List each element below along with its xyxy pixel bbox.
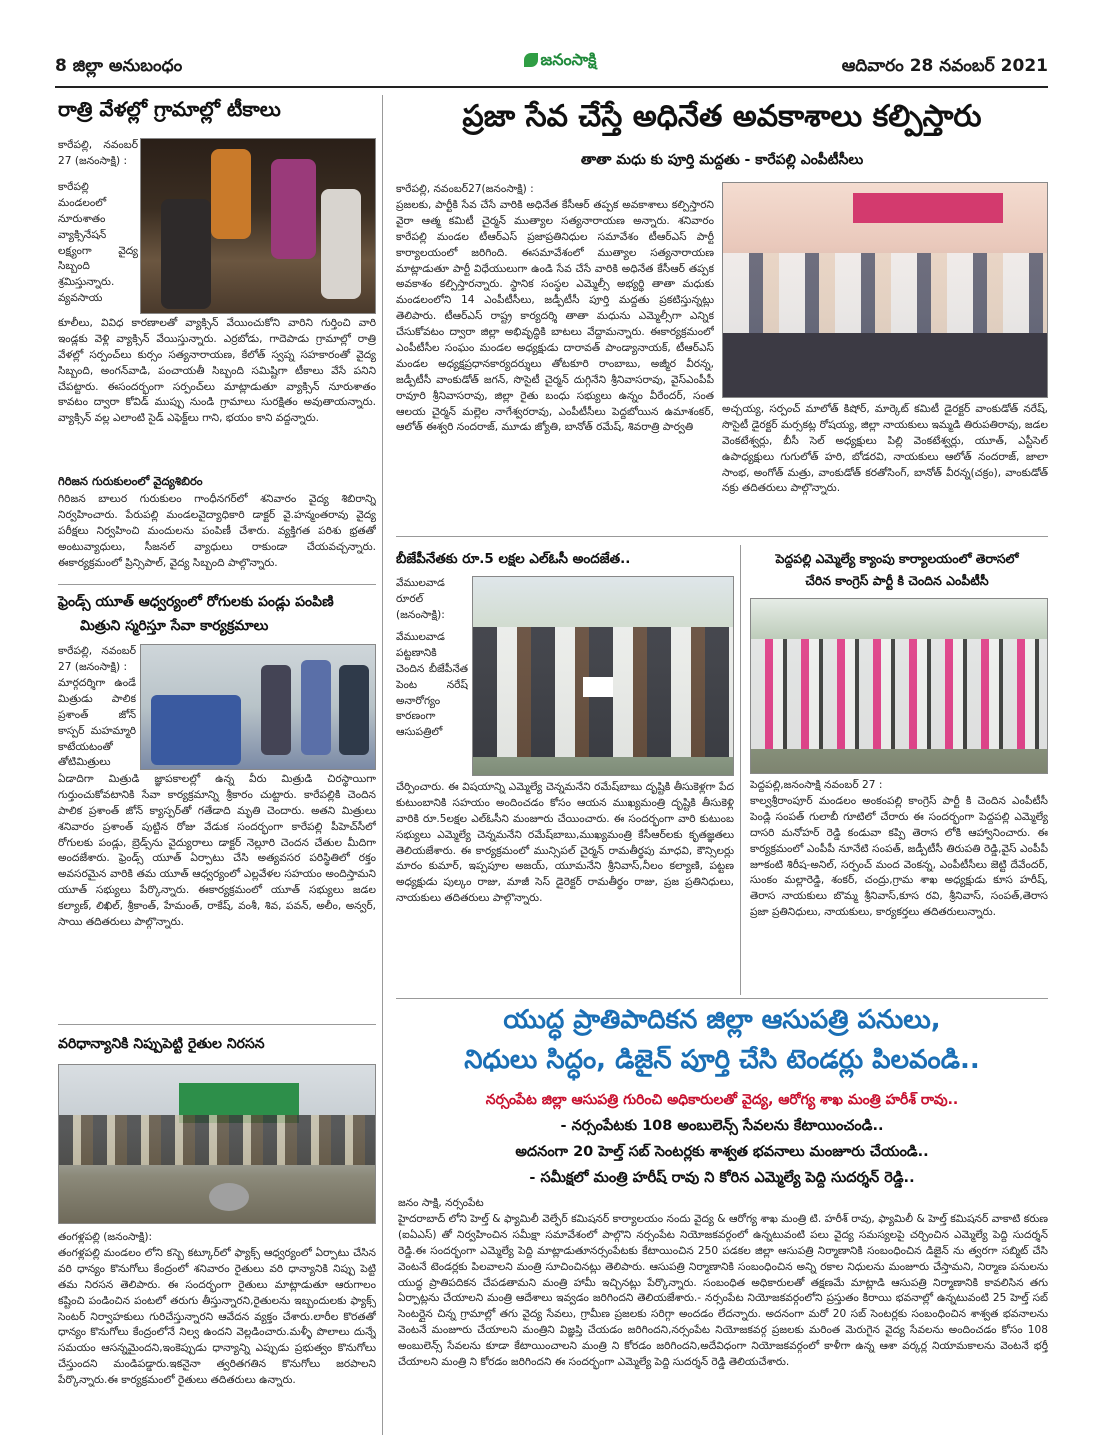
meeting-photo bbox=[722, 182, 1048, 398]
photo-crowd bbox=[723, 253, 1048, 333]
story2-body: ప్రజలకు, పార్టీకి సేవ చేసే వారికి అధినేత కేసీఆర్ తప్పక అవకాశాలు కల్పిస్తారని వైరా ఆత్మ కమిటీ చైర్మన్ ముత్యాల సత్యనారాయణ అన్నారు. శనివారం కారేపల్లి మండల టీఆర్ఎస్ ప్రజాప్రతినిధుల సమావేశం టీఆర్ఎస్ పార్టీ కార్యాలయంలో జరిగింది. ఈసమావేశంలో ముత్యాల సత్యనారాయణ మాట్లాడుతూ పార్టీ విధేయులుగా ఉండి సేవ చేసే వారికి అధినేత కేసీఆర్ తప్పక అవకాశం కల్పిస్తారన్నారు. స్థానిక సంస్థల ఎమ్మెల్సీ అభ్యర్థి తాతా మధుకు మండలంలోని 14 ఎంపీటీసీలు, జడ్పీటీసీ పూర్తి మద్దతు ప్రకటిస్తున్నట్లు తెలిపారు. టీఆర్ఎస్ రాష్ట్ర కార్యదర్శి తాతా మధును ఎమ్మెల్సీగా ఎన్నిక చేసుకోవటం ద్వారా జిల్లా అభివృద్ధికి బాటలు వేద్దామన్నారు. ఈకార్యక్రమంలో ఎంపీటీసీల సంఘం మండల అధ్యక్షుడు దారావత్ పాండ్యానాయక్, టీఆర్ఎస్ మండల అధ్యక్షప్రధానకార్యదర్శులు తోటకూరి రాంబాబు, అజ్మీర వీరన్న, జడ్పీటీసీ వాంకుడోత్ జగన్, సొసైటీ చైర్మన్ దుగ్గినేని శ్రీనివాసరావు, వైస్ఎంపీపీ రావూరి శ్రీనివాసరావు, జిల్లా రైతు బంధు సభ్యులు ఉన్నం వీరేందర్, సంత ఆలయ చైర్మన్ మల్లెల నాగేశ్వరరావు, ఎంపీటీసీలు పెద్దబోయిన ఉమాశంకర్, ఆలోత్ ఈశ్వరి నందరాజ్, మూడు జ్యోతి, బానోత్ రమేష్, శివరాత్రి పార్వతి bbox=[396, 199, 714, 434]
issue-date: ఆదివారం 28 నవంబర్ 2021 bbox=[841, 56, 1048, 76]
story1-body: కూలీలు, వివిధ కారణాలతో వ్యాక్సిన్ వేయించుకోని వారిని గుర్తించి వారి ఇండ్లకు వెళ్లి వ్యాక్సిన్ వేయిస్తున్నారు. ఎర్రబోడు, గాదెపాడు గ్రామాల్లో రాత్రి వేళల్లో సర్పంచ్‌లు కుర్సం సత్యనారాయణ, కేలోత్ స్వప్న సహకారంతో వైద్య సిబ్బంది, అంగన్‌వాడి, పంచాయతీ సిబ్బంది సమిష్టిగా టీకాలు వేసే పనిని చేపట్టారు. ఈసందర్భంగా సర్పంచ్‌లు మాట్లాడుతూ వ్యాక్సిన్ నూరుశాతం కావటం ద్వారా కోవిడ్ ముప్పు నుండి గ్రామాలు సురక్షితం అవుతాయన్నారు. వ్యాక్సిన్ వల్ల ఎలాంటి సైడ్ ఎఫెక్ట్‌లు గాని, భయం కాని వద్దన్నారు. bbox=[58, 317, 376, 425]
story3-headline: ఫ్రెండ్స్ యూత్ ఆధ్వర్యంలో రోగులకు పండ్లు పంపిణి bbox=[58, 594, 334, 610]
column-divider bbox=[382, 95, 383, 1435]
party-joining-photo bbox=[750, 598, 1048, 774]
story2-body-right: అచ్చయ్య, సర్పంచ్ మాలోత్ కిషోర్, మార్కెట్ కమిటీ డైరక్టర్ వాంకుడోత్ నరేష్, సొసైటీ డైరక్టర్ మర్సకట్ల రోషయ్య, జిల్లా నాయకులు ఇమ్మడి తిరుపతిరావు, జడల వెంకటేశ్వర్లు, బీసీ సెల్ అధ్యక్షులు పిల్లి వెంకటేశ్వర్లు, యూత్, ఎస్టీసెల్ ఉపాధ్యక్షులు గుగులోత్ హరి, బోడరవి, నాయకులు ఆలోత్ నందరాజ్, జాలా సాంభ, అంగోత్ మత్రు, వాంకుడోత్ కరతోసింగ్, బానోత్ వీరన్న(చక్రం), వాంకుడోత్ నక్రు తదితరులు పాల్గొన్నారు. bbox=[722, 403, 1048, 495]
section-divider bbox=[396, 998, 1048, 999]
loc-handover-photo bbox=[472, 576, 734, 776]
story2-dateline: కారేపల్లి, నవంబర్27(జనంసాక్షి) : bbox=[396, 183, 534, 195]
page-header bbox=[55, 48, 1048, 88]
story2-headline: ప్రజా సేవ చేస్తే అధినేత అవకాశాలు కల్పిస్తారు bbox=[462, 99, 982, 134]
logo-text: జనంసాక్షి bbox=[540, 50, 597, 69]
story3-side-text: మార్గదర్శిగా ఉండే మిత్రుడు పాలిక ప్రశాంత్ జోన్ కాస్పర్ మహమ్మారి కాటేయటంతో తోటిమిత్రులు bbox=[58, 677, 136, 769]
photo-figure bbox=[211, 149, 251, 239]
photo-figure bbox=[261, 665, 291, 755]
story7-point3: - సమీక్షలో మంత్రి హరీష్ రావు ని కోరిన ఎమ్మెల్యే పెద్ది సుదర్శన్ రెడ్డి.. bbox=[529, 1170, 915, 1186]
page-number-label: 8 జిల్లా అనుబంధం bbox=[55, 56, 183, 76]
story7-point1: - నర్సంపేటకు 108 అంబులెన్స్ సేవలను కేటాయించండి.. bbox=[560, 1118, 884, 1134]
fruit-distribution-photo bbox=[140, 644, 376, 770]
story5-headline: పెద్దపల్లి ఎమ్మెల్యే క్యాంపు కార్యాలయంలో తెరాసలో bbox=[775, 551, 1019, 566]
photo-banner bbox=[853, 193, 1003, 223]
vaccination-photo bbox=[140, 138, 376, 314]
story7-subheadline: నర్సంపేట జిల్లా ఆసుపత్రి గురించి అధికారులతో వైద్య, ఆరోగ్య శాఖ మంత్రి హరీశ్ రావు.. bbox=[485, 1092, 959, 1108]
story1-subhead: గిరిజన గురుకులంలో వైద్యశిబిరం bbox=[58, 474, 203, 488]
story5-dateline: పెద్దపల్లి,జనంసాక్షి నవంబర్ 27 : bbox=[750, 779, 883, 791]
story4-body: చేర్పించారు. ఈ విషయాన్ని ఎమ్మెల్యే చెన్నమనేని రమేష్‌బాబు దృష్టికి తీసుకెళ్లగా పేద కుటుంబానికి సహయం అందించడం కోసం ఆయన ముఖ్యమంత్రి దృష్టికి తీసుకెళ్లి వారికి రూ.5లక్షల ఎల్ఓసీని మంజూరు చేయించారు. ఈ సందర్భంగా వారి కుటుంబ సభ్యులు ఎమ్మెల్యే చెన్నమనేని రమేష్‌బాబు,ముఖ్యమంత్రి కేసీఆర్‌లకు కృతజ్ఞతలు తెలియజేశారు. ఈ కార్యక్రమంలో మున్సిపల్ చైర్మన్ రామతీర్థపు మాధవి, కౌన్సిలర్లు మారం కుమార్, ఇప్పపూల అజయ్, యూమనేని శ్రీనివాస్,నీలం కల్యాణి, పట్టణ అధ్యక్షుడు పుల్కం రాజు, మాజీ సెస్ డైరెక్టర్ రామతీర్థం రాజు, ప్రజ ప్రతినిధులు, నాయకులు తదితరులు పాల్గొన్నారు. bbox=[396, 781, 734, 905]
section-divider bbox=[396, 536, 1048, 537]
photo-figure bbox=[339, 665, 369, 755]
photo-figure bbox=[161, 199, 211, 309]
story6-headline: వరిధాన్యానికి నిప్పుపెట్టి రైతుల నిరసన bbox=[58, 1036, 265, 1052]
story7-dateline: జనం సాక్షి, నర్సంపేట bbox=[398, 1197, 484, 1209]
story2-subheadline: తాతా మధు కు పూర్తి మద్దతు - కారేపల్లి ఎంపీటీసీలు bbox=[580, 152, 864, 168]
column-divider bbox=[740, 545, 741, 995]
section-divider bbox=[58, 1024, 376, 1025]
story1-side-text: కారేపల్లి మండలంలో నూరుశాతం వ్యాక్సినేషన్ లక్ష్యంగా వైద్య సిబ్బంది శ్రమిస్తున్నారు. వ్యవసాయ bbox=[58, 181, 138, 305]
story4-side-text: వేములవాడ పట్టణానికి చెందిన బీజేపీనేత పెంట నరేష్ అనారోగ్యం కారణంగా ఆసుపత్రిలో bbox=[396, 631, 468, 739]
leaf-icon bbox=[524, 53, 538, 67]
photo-figure bbox=[301, 660, 331, 755]
story4-headline: బీజేపీనేతకు రూ.5 లక్షల ఎల్ఓసీ అందజేత.. bbox=[396, 551, 631, 567]
story7-headline-line2: నిధులు సిద్ధం, డిజైన్ పూర్తి చేసి టెండర్లు పిలవండి.. bbox=[464, 1045, 980, 1075]
story1-headline: రాత్రి వేళల్లో గ్రామాల్లో టీకాలు bbox=[58, 97, 281, 121]
story1-body2: గిరిజన బాలుర గురుకులం గాంధీనగర్‌లో శనివారం వైద్య శిబిరాన్ని నిర్వహించారు. పేరుపల్లి మండలవైద్యాధికారి డాక్టర్ వై.హన్మంతరావు వైద్య పరీక్షలు నిర్వహించి మందులను పంపిణీ చేశారు. వ్యక్తిగత పరిశు భ్రతతో అంటువ్యాధులు, సీజనల్ వ్యాధులు రాకుండా చేయవచ్చన్నారు. ఈకార్యక్రమంలో ప్రిన్సిపాల్, వైద్య సిబ్బంది పాల్గొన్నారు. bbox=[58, 493, 376, 569]
masthead-logo bbox=[505, 50, 615, 78]
photo-crowd bbox=[751, 639, 1048, 749]
photo-figure bbox=[321, 189, 361, 299]
story3-headline2: మిత్రుని స్మరిస్తూ సేవా కార్యక్రమాలు bbox=[80, 618, 269, 634]
story3-dateline: కారేపల్లి, నవంబర్ 27 (జనంసాక్షి) : bbox=[58, 645, 136, 673]
photo-foreground bbox=[723, 333, 1048, 398]
photo-figure bbox=[271, 159, 316, 259]
section-divider bbox=[58, 584, 376, 585]
story7-body: హైదరాబాద్ లోని హెల్త్ & ఫ్యామిలీ వెల్ఫేర్ కమిషనర్ కార్యాలయం నందు వైద్య & ఆరోగ్య శాఖ మంత్రి టి. హరీశ్ రావు, ఫ్యామిలీ & హెల్త్ కమిషనర్ వాకాటి కరుణ (ఐఏఎస్) తో నిర్వహించిన సమీక్షా సమావేశంలో పాల్గొని నర్సంపేట నియోజకవర్గంలో ఉన్నటువంటి పలు వైద్య సమస్యలపై చర్చించిన ఎమ్మెల్యే పెద్ది సుదర్శన్ రెడ్డి.ఈ సందర్భంగా ఎమ్మెల్యే పెద్ది మాట్లాడుతూనర్సంపేటకు కేటాయించిన 250 పడకల జిల్లా ఆసుపత్రి నిర్మాణానికి సంబంధించిన డిజైన్ ను త్వరగా సబ్మిట్ చేసి వెంటనే టెండర్లకు పిలవాలని మంత్రి సూచించినట్లు తెలిపారు. ఆసుపత్రి నిర్మాణానికి సంబంధించిన అన్ని రకాల నిధులను మంజూరు చేస్తామని, నిర్మాణ పనులను యుద్ధ ప్రాతిపదికన చేపడతామని మంత్రి హామీ ఇచ్చినట్లు పేర్కొన్నారు. సంబంధిత అధికారులతో తక్షణమే మాట్లాడి ఆసుపత్రి నిర్మాణానికి కావలిసిన తగు ఏర్పాట్లను చేయాలని మంత్రి ఆదేశాలు ఇవ్వడం జరిగిందని తెలియజేశారు.- నర్సంపేట నియోజకవర్గంలోని ప్రస్తుతం కిరాయి భవనాల్లో ఉన్నటువంటి 25 హెల్త్ సబ్ సెంటర్లైన చిన్న గ్రామాల్లో తగు వైద్య సేవలు, గ్రామీణ ప్రజలకు సరిగ్గా అందడం లేదన్నారు. అదనంగా మరో 20 సబ్ సెంటర్లకు సంబంధించిన శాశ్వత భవనాలను వెంటనే మంజూరు చేయాలని మంత్రిని విజ్ఞప్తి చేయడం జరిగిందని,నర్సంపేట నియోజకవర్గ ప్రజలకు మరింత మెరుగైన వైద్య సేవలను అందించడం కోసం 108 అంబులెన్స్ సేవలను కూడా కేటాయించాలని మంత్రి ని కోరడం జరిగిందని,అదేవిధంగా నియోజకవర్గంలో కాళీగా ఉన్న ఆశా వర్కర్ల నియామకాలను వెంటనే భర్తీ చేయాలని మంత్రి ని కోరడం జరిగిందని ఈ సందర్భంగా ఎమ్మెల్యే పెద్ది సుదర్శన్ రెడ్డి తెలియచేశారు. bbox=[398, 1213, 1048, 1369]
story7-headline-line1: యుద్ధ ప్రాతిపాదికన జిల్లా ఆసుపత్రి పనులు, bbox=[503, 1005, 941, 1035]
story5-body: కాల్వశ్రీరాంపూర్ మండలం అంకంపల్లి కాంగ్రెస్ పార్టీ కి చెందిన ఎంపీటీసీ పెండ్లి సంపత్ గులాబీ గూటిలో చేరారు ఈ సందర్భంగా పెద్దపల్లి ఎమ్మెల్యే దాసరి మనోహర్ రెడ్డి కండువా కప్పి తెరాస లోకి ఆహ్వానించారు. ఈ కార్యక్రమంలో ఎంపీపీ నూనేటి సంపత్, జడ్పీటీసీ తిరుపతి రెడ్డి,వైస్ ఎంపీపీ జూకంటి శిరీష-అనిల్, సర్పంచ్ మంద వెంకన్న, ఎంపీటీసీలు జెట్టి దేవేందర్, సుంకం మల్లారెడ్డి, శంకర్, చంద్రు,గ్రామ శాఖ అధ్యక్షుడు కూస హరీష్, తెరాస నాయకులు బొమ్మ శ్రీనివాస్,కూస రవి, శ్రీనివాస్, సంపత్,తెరాస ప్రజా ప్రతినిధులు, నాయకులు, కార్యకర్తలు తదితరులున్నారు. bbox=[750, 795, 1048, 919]
story6-dateline: తంగళ్లపల్లి (జనంసాక్షి): bbox=[58, 1231, 153, 1243]
story7-point2: అదనంగా 20 హెల్త్ సబ్ సెంటర్లకు శాశ్వత భవనాలు మంజూరు చేయండి.. bbox=[515, 1144, 929, 1160]
story5-headline2: చేరిన కాంగ్రెస్ పార్టీ కి చెందిన ఎంపీటీసీ bbox=[805, 573, 989, 588]
photo-bed bbox=[151, 695, 241, 765]
farmers-protest-photo bbox=[58, 1064, 376, 1224]
photo-cheque bbox=[583, 677, 613, 697]
photo-crowd bbox=[59, 1115, 376, 1165]
story6-body: తంగళ్లపల్లి మండలం లోని కస్బె కట్కూర్‌లో ఫ్యాక్స్ ఆధ్వర్యంలో ఏర్పాటు చేసిన వరి ధాన్యం కొనుగోలు కేంద్రంలో శనివారం రైతులు వరి ధాన్యానికి నిప్పు పెట్టి తమ నిరసన తెలిపారు. ఈ సందర్భంగా రైతులు మాట్లాడుతూ ఆరుగాలం కష్టించి పండించిన పంటలో తరుగు తీస్తున్నారని,రైతులను ఇబ్బందులకు ఫ్యాక్స్ సెంటర్ నిర్వాహకులు గురిచేస్తున్నారని ఆవేదన వ్యక్తం చేశారు.లారీల కొరతతో ధాన్యం కొనుగోలు కేంద్రంలోనే నిల్వ ఉందని వెల్లడించారు.మళ్ళీ పొలాలు దున్నే సమయం ఆసన్నమైందని,ఇంకెప్పుడు ధాన్యాన్ని ఎప్పుడు ప్రభుత్వం కొనుగోలు చేస్తుందని మండిపడ్డారు.ఇకనైనా త్వరితగతిన కొనుగోలు జరపాలని పేర్కొన్నారు.ఈ కార్యక్రమంలో రైతులు తదితరులు ఉన్నారు. bbox=[58, 1247, 376, 1387]
story4-dateline: వేములవాడ రూరల్ (జనంసాక్షి): bbox=[396, 577, 445, 621]
photo-smoke bbox=[209, 1183, 249, 1211]
story3-body: ఏడాదిగా మిత్రుడి జ్ఞాపకాలల్లో ఉన్న వీరు మిత్రుడి చిరస్థాయిగా గుర్తుంచుకోవటానికి సేవా కార్యక్రమాన్ని శ్రీకారం చుట్టారు. కారేపల్లికి చెందిన పాలిక ప్రశాంత్ జోన్ క్యాస్పర్‌తో గతేడాది మృతి చెందారు. అతని మిత్రులు శనివారం ప్రశాంత్ పుట్టిన రోజు వేడుక సందర్భంగా కారేపల్లి పీహెచ్‌సీలో రోగులకు పండ్లు, బ్రెడ్స్‌ను వైద్యురాలు డాక్టర్ నెల్లూరి చెందన చేతుల మీదిగా అందజేశారు. ఫ్రెండ్స్ యూత్ ఏర్పాటు చేసి అత్యవసర పరిస్థితిలో రక్తం అవసరమైన వారికి తమ యూత్ ఆధ్వర్యంలో ఎల్లవేళల సహయం అందిస్తామని యూత్ సభ్యులు పేర్కొన్నారు. ఈకార్యక్రమంలో యూత్ సభ్యులు జడల కల్యాణ్, లిఖిల్, శ్రీకాంత్, హేమంత్, రాకేష్, వంశీ, శివ, పవన్, అలీం, అన్వర్, సాయి తదితరులు పాల్గొన్నారు. bbox=[58, 773, 376, 929]
story1-dateline: కారేపల్లి, నవంబర్ 27 (జనంసాక్షి) : bbox=[58, 139, 138, 167]
